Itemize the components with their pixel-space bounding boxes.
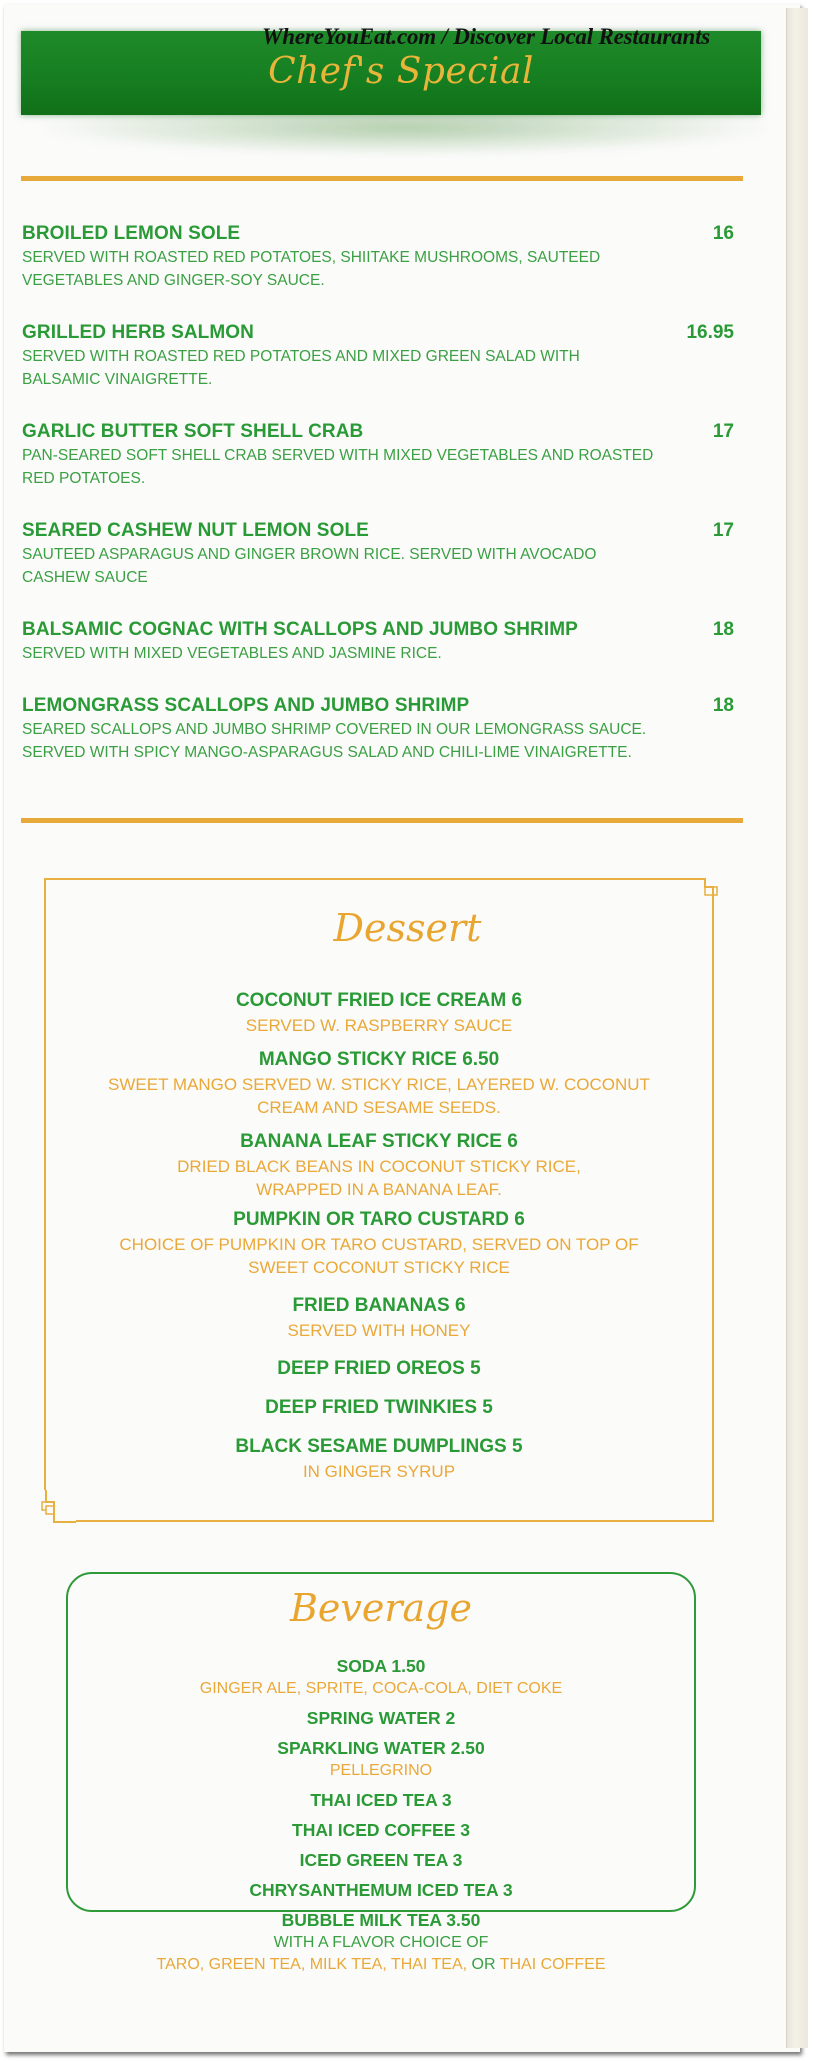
special-name: GRILLED HERB SALMON bbox=[22, 322, 255, 343]
dessert-name: DEEP FRIED OREOS 5 bbox=[277, 1358, 481, 1379]
dessert-name: BLACK SESAME DUMPLINGS 5 bbox=[235, 1436, 523, 1457]
special-name: LEMONGRASS SCALLOPS AND JUMBO SHRIMP bbox=[22, 695, 470, 716]
watermark: WhereYouEat.com / Discover Local Restaurants bbox=[262, 24, 711, 49]
special-item bbox=[22, 618, 734, 665]
dessert-desc: IN GINGER SYRUP bbox=[302, 1462, 456, 1481]
special-desc: CASHEW SAUCE bbox=[22, 569, 148, 586]
special-desc: SERVED WITH SPICY MANGO-ASPARAGUS SALAD AND CHILI-LIME VINAIGRETTE. bbox=[22, 744, 632, 761]
special-desc: SERVED WITH ROASTED RED POTATOES, SHIITAKE MUSHROOMS, SAUTEED bbox=[22, 249, 601, 266]
dessert-list bbox=[44, 988, 714, 1483]
special-item bbox=[22, 420, 734, 490]
dessert-name: COCONUT FRIED ICE CREAM 6 bbox=[235, 990, 523, 1011]
special-price: 16 bbox=[712, 223, 734, 244]
special-desc: SERVED WITH MIXED VEGETABLES AND JASMINE RICE. bbox=[22, 645, 442, 662]
special-item bbox=[22, 519, 734, 589]
chefs-special-list bbox=[22, 222, 734, 793]
dessert-desc: SERVED WITH HONEY bbox=[287, 1321, 471, 1340]
special-price: 16.95 bbox=[686, 322, 734, 343]
beverage-desc: GINGER ALE, SPRITE, COCA-COLA, DIET COKE bbox=[199, 1680, 563, 1697]
dessert-name: PUMPKIN OR TARO CUSTARD 6 bbox=[233, 1209, 525, 1230]
beverage-name: SPARKLING WATER 2.50 bbox=[277, 1738, 485, 1758]
dessert-desc: CREAM AND SESAME SEEDS. bbox=[257, 1098, 501, 1117]
flavor-options bbox=[66, 1954, 696, 1976]
special-name: BALSAMIC COGNAC WITH SCALLOPS AND JUMBO SHRIMP bbox=[22, 619, 578, 640]
dessert-desc: DRIED BLACK BEANS IN COCONUT STICKY RICE, bbox=[177, 1157, 581, 1176]
beverage-name: THAI ICED TEA 3 bbox=[310, 1790, 452, 1810]
chefs-special-title: Chef's Special bbox=[268, 51, 534, 92]
dessert-desc: CHOICE OF PUMPKIN OR TARO CUSTARD, SERVED ON TOP OF bbox=[119, 1235, 639, 1254]
beverage-list bbox=[66, 1654, 696, 1976]
special-price: 17 bbox=[712, 520, 734, 541]
flavor-or: OR bbox=[467, 1956, 500, 1973]
page-edge bbox=[786, 8, 808, 2048]
beverage-name: THAI ICED COFFEE 3 bbox=[292, 1820, 470, 1840]
frame-corner-ornament bbox=[40, 1490, 76, 1524]
divider-bottom bbox=[21, 818, 743, 823]
beverage-name: SODA 1.50 bbox=[336, 1656, 426, 1676]
dessert-desc: WRAPPED IN A BANANA LEAF. bbox=[256, 1180, 502, 1199]
dessert-name: BANANA LEAF STICKY RICE 6 bbox=[240, 1131, 518, 1152]
special-desc: BALSAMIC VINAIGRETTE. bbox=[22, 371, 213, 388]
beverage-name: CHRYSANTHEMUM ICED TEA 3 bbox=[249, 1880, 513, 1900]
beverage-name: ICED GREEN TEA 3 bbox=[299, 1850, 463, 1870]
special-desc: SAUTEED ASPARAGUS AND GINGER BROWN RICE. SERVED WITH AVOCADO bbox=[22, 546, 597, 563]
special-name: GARLIC BUTTER SOFT SHELL CRAB bbox=[22, 421, 364, 442]
dessert-name: MANGO STICKY RICE 6.50 bbox=[258, 1049, 500, 1070]
dessert-desc: SWEET MANGO SERVED W. STICKY RICE, LAYERED W. COCONUT bbox=[108, 1075, 650, 1094]
special-item bbox=[22, 321, 734, 391]
special-desc: SERVED WITH ROASTED RED POTATOES AND MIXED GREEN SALAD WITH bbox=[22, 348, 580, 365]
dessert-name: DEEP FRIED TWINKIES 5 bbox=[265, 1397, 493, 1418]
beverage-name: SPRING WATER 2 bbox=[306, 1708, 456, 1728]
special-desc: RED POTATOES. bbox=[22, 470, 146, 487]
special-item bbox=[22, 222, 734, 292]
special-name: SEARED CASHEW NUT LEMON SOLE bbox=[22, 520, 369, 541]
corner-ornament-icon bbox=[40, 1490, 76, 1524]
special-price: 18 bbox=[712, 695, 734, 716]
flavor-intro: WITH A FLAVOR CHOICE OF bbox=[273, 1934, 489, 1951]
beverage-desc: PELLEGRINO bbox=[329, 1762, 433, 1779]
flavor-list: TARO, GREEN TEA, MILK TEA, THAI TEA, bbox=[156, 1956, 468, 1973]
special-desc: PAN-SEARED SOFT SHELL CRAB SERVED WITH MIXED VEGETABLES AND ROASTED bbox=[22, 447, 654, 464]
dessert-name: FRIED BANANAS 6 bbox=[292, 1295, 466, 1316]
dessert-title: Dessert bbox=[333, 906, 482, 950]
special-desc: VEGETABLES AND GINGER-SOY SAUCE. bbox=[22, 272, 325, 289]
special-price: 17 bbox=[712, 421, 734, 442]
dessert-desc: SERVED W. RASPBERRY SAUCE bbox=[245, 1016, 513, 1035]
divider-top bbox=[21, 176, 743, 181]
special-price: 18 bbox=[712, 619, 734, 640]
beverage-name: BUBBLE MILK TEA 3.50 bbox=[281, 1910, 481, 1930]
dessert-desc: SWEET COCONUT STICKY RICE bbox=[248, 1258, 510, 1277]
flavor-last: THAI COFFEE bbox=[499, 1956, 606, 1973]
special-name: BROILED LEMON SOLE bbox=[22, 223, 241, 244]
special-desc: SEARED SCALLOPS AND JUMBO SHRIMP COVERED IN OUR LEMONGRASS SAUCE. bbox=[22, 721, 647, 738]
beverage-title: Beverage bbox=[289, 1586, 472, 1630]
special-item bbox=[22, 694, 734, 764]
